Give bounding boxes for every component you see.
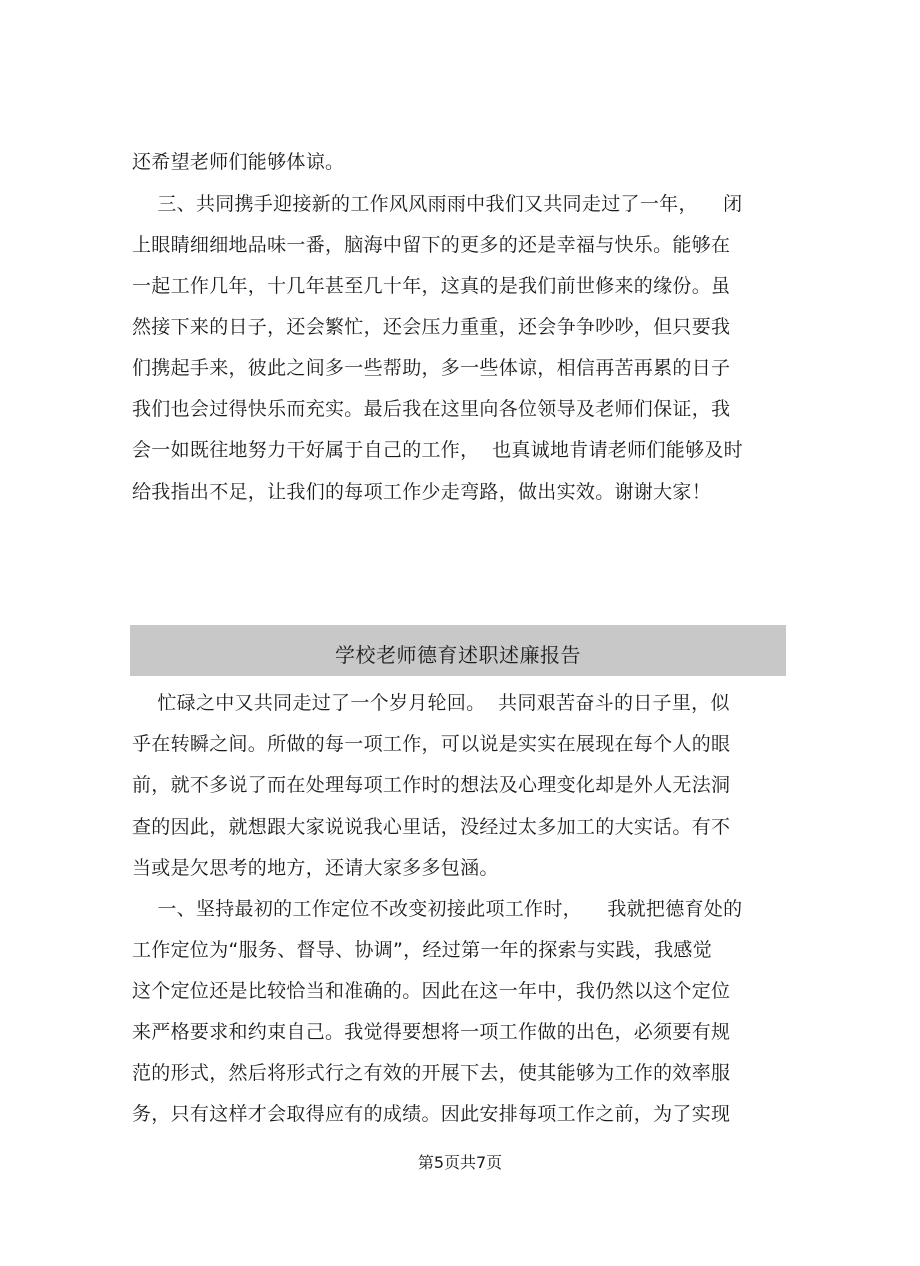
text-line: 会一如既往地努力干好属于自己的工作， 也真诚地肯请老师们能够及时 <box>132 439 743 461</box>
page-number-footer: 第5页共7页 <box>417 1153 503 1172</box>
section-title: 学校老师德育述职述廉报告 <box>335 643 581 667</box>
text-line: 然接下来的日子，还会繁忙，还会压力重重，还会争争吵吵，但只要我 <box>132 316 731 338</box>
text-line: 当或是欠思考的地方，还请大家多多包涵。 <box>132 857 499 879</box>
text-line: 一、坚持最初的工作定位不改变初接此项工作时， 我就把德育处的 <box>132 898 743 920</box>
text-line: 务，只有这样才会取得应有的成绩。因此安排每项工作之前，为了实现 <box>132 1103 731 1125</box>
text-line: 范的形式，然后将形式行之有效的开展下去，使其能够为工作的效率服 <box>132 1062 731 1084</box>
text-line: 查的因此，就想跟大家说说我心里话，没经过太多加工的大实话。有不 <box>132 816 731 838</box>
section-heading-banner <box>130 625 786 676</box>
text-line: 三、共同携手迎接新的工作风风雨雨中我们又共同走过了一年， 闭 <box>132 193 743 215</box>
text-line: 一起工作几年，十几年甚至几十年，这真的是我们前世修来的缘份。虽 <box>132 275 731 297</box>
text-line: 还希望老师们能够体谅。 <box>132 151 345 173</box>
text-line: 乎在转瞬之间。所做的每一项工作，可以说是实实在展现在每个人的眼 <box>132 733 731 755</box>
text-line: 这个定位还是比较恰当和准确的。因此在这一年中，我仍然以这个定位 <box>132 980 731 1002</box>
text-line: 来严格要求和约束自己。我觉得要想将一项工作做的出色，必须要有规 <box>132 1021 731 1043</box>
text-line: 工作定位为“服务、督导、协调”，经过第一年的探索与实践，我感觉 <box>132 939 712 961</box>
text-line: 前，就不多说了而在处理每项工作时的想法及心理变化却是外人无法洞 <box>132 774 731 796</box>
text-line: 给我指出不足，让我们的每项工作少走弯路，做出实效。谢谢大家！ <box>132 481 712 503</box>
text-line: 我们也会过得快乐而充实。最后我在这里向各位领导及老师们保证，我 <box>132 398 731 420</box>
text-line: 忙碌之中又共同走过了一个岁月轮回。 共同艰苦奋斗的日子里，似 <box>132 692 730 714</box>
text-line: 上眼睛细细地品味一番，脑海中留下的更多的还是幸福与快乐。能够在 <box>132 234 731 256</box>
text-line: 们携起手来，彼此之间多一些帮助，多一些体谅，相信再苦再累的日子 <box>132 357 731 379</box>
